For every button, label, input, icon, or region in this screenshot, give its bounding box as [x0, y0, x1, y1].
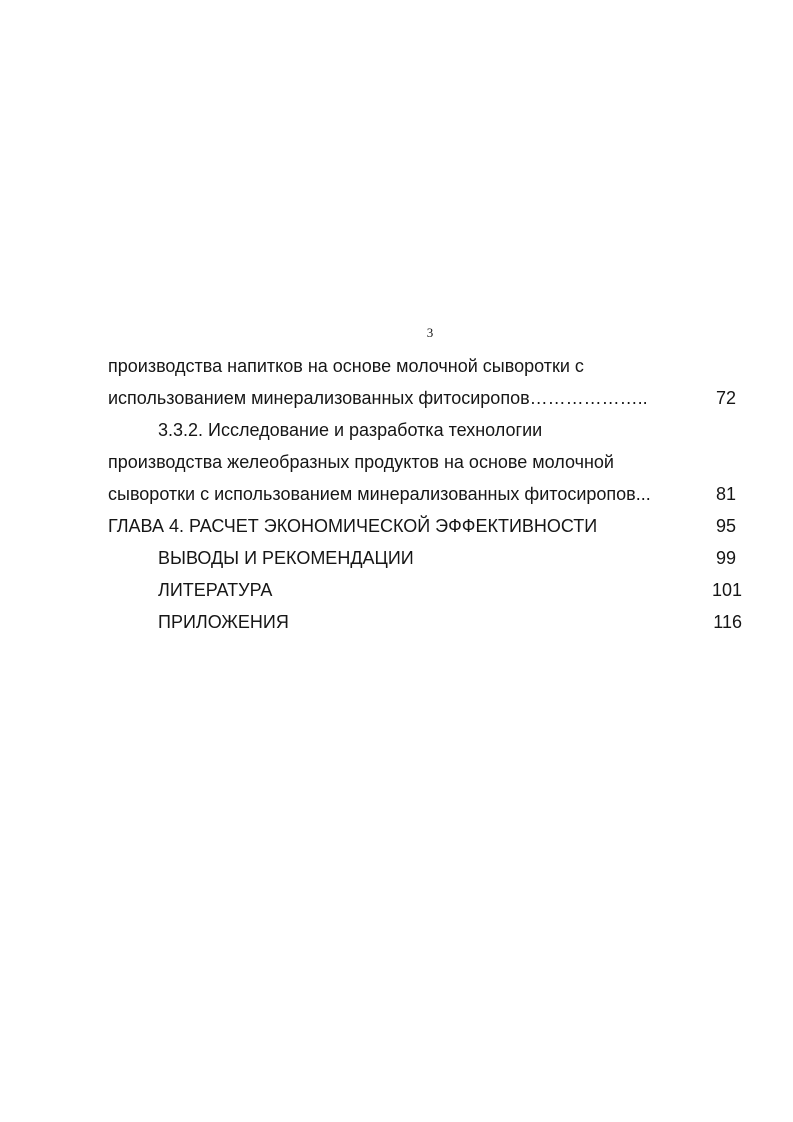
- toc-entry-page: 99: [715, 548, 736, 568]
- toc-entry-text: ПРИЛОЖЕНИЯ: [158, 612, 289, 632]
- toc-entry-text: производства напитков на основе молочной сыворотки с: [108, 356, 584, 376]
- toc-entry-page: 101: [711, 580, 742, 600]
- toc-entry-text: ГЛАВА 4. РАСЧЕТ ЭКОНОМИЧЕСКОЙ ЭФФЕКТИВНОСТИ: [108, 516, 598, 536]
- toc-entry-page: 95: [715, 516, 736, 536]
- toc-entry-text: 3.3.2. Исследование и разработка технологии: [158, 420, 543, 440]
- table-of-contents: [108, 350, 744, 638]
- toc-line: [108, 542, 744, 574]
- toc-entry-text: использованием минерализованных фитосиропов………………..: [108, 388, 648, 408]
- toc-line: [108, 382, 744, 414]
- toc-entry-text: ВЫВОДЫ И РЕКОМЕНДАЦИИ: [158, 548, 414, 568]
- toc-entry-text: ЛИТЕРАТУРА: [158, 580, 273, 600]
- toc-entry-page: 81: [715, 484, 736, 504]
- toc-line: [108, 446, 744, 478]
- toc-line: [108, 574, 744, 606]
- toc-line: [108, 478, 744, 510]
- toc-line: [108, 606, 744, 638]
- toc-entry-page: 116: [713, 612, 742, 632]
- page-number: 3: [426, 325, 434, 340]
- toc-line: [108, 414, 744, 446]
- toc-entry-page: 72: [715, 388, 736, 408]
- toc-line: [108, 510, 744, 542]
- toc-line: [108, 350, 744, 382]
- toc-entry-text: сыворотки с использованием минерализованных фитосиропов...: [108, 484, 651, 504]
- toc-entry-text: производства желеобразных продуктов на основе молочной: [108, 452, 614, 472]
